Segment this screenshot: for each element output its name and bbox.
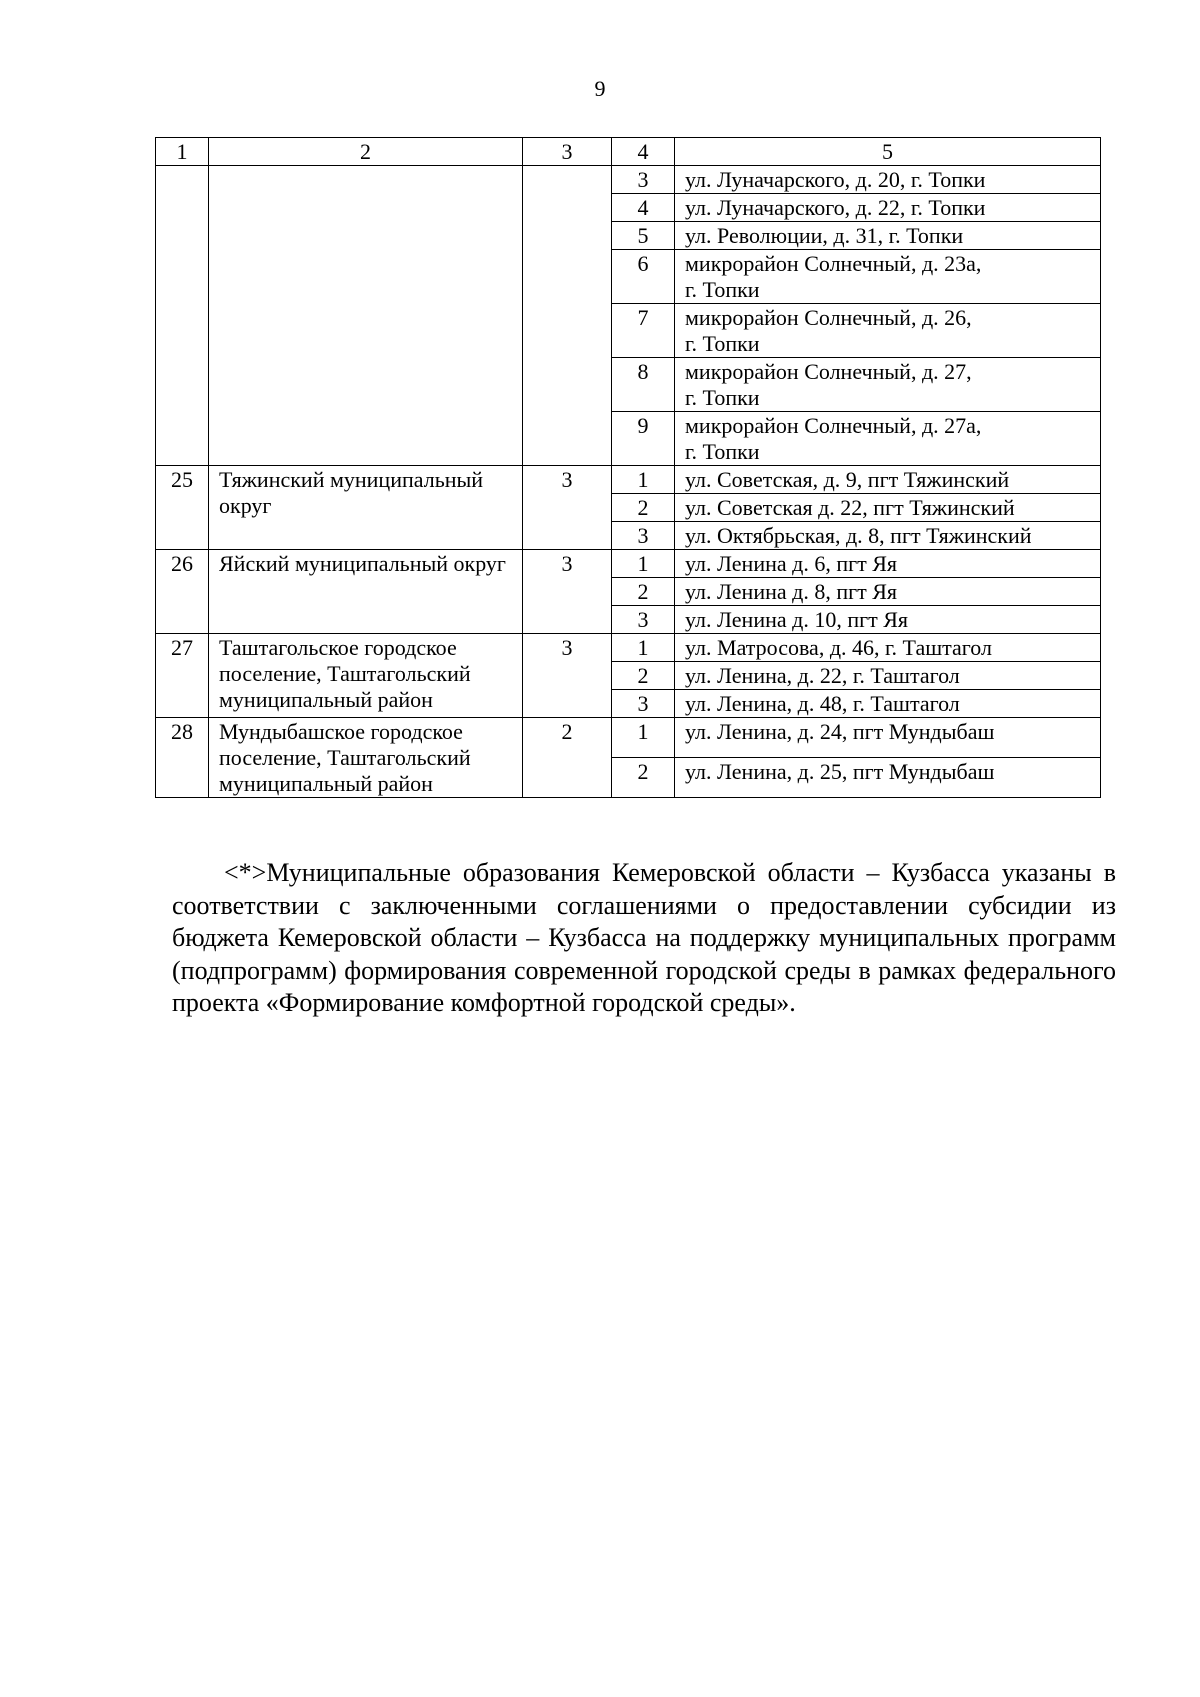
item-address: ул. Луначарского, д. 20, г. Топки [675,166,1101,194]
item-address: микрорайон Солнечный, д. 27а, г. Топки [675,412,1101,466]
item-address: ул. Ленина, д. 22, г. Таштагол [675,662,1101,690]
municipality-name: Яйский муниципальный округ [209,550,523,634]
item-number: 1 [612,634,675,662]
header-cell: 5 [675,138,1101,166]
item-address: ул. Матросова, д. 46, г. Таштагол [675,634,1101,662]
item-number: 1 [612,466,675,494]
table-row [156,718,1101,758]
item-address: микрорайон Солнечный, д. 27, г. Топки [675,358,1101,412]
table-header-row [156,138,1101,166]
municipality-name: Тяжинский муниципальный округ [209,466,523,550]
empty-cell-name [209,166,523,466]
item-address: ул. Ленина, д. 48, г. Таштагол [675,690,1101,718]
page-number: 9 [594,76,606,101]
table-row [156,166,1101,194]
objects-table [155,137,1101,798]
item-address: ул. Ленина, д. 25, пгт Мундыбаш [675,758,1101,798]
municipality-name: Мундыбашское городское поселение, Таштагольский муниципальный район [209,718,523,798]
header-cell: 4 [612,138,675,166]
item-number: 3 [612,522,675,550]
group-number: 27 [156,634,209,718]
header-cell: 3 [523,138,612,166]
item-number: 8 [612,358,675,412]
objects-count: 3 [523,466,612,550]
item-number: 2 [612,578,675,606]
item-number: 3 [612,166,675,194]
table-row [156,634,1101,662]
item-number: 2 [612,494,675,522]
item-address: ул. Революции, д. 31, г. Топки [675,222,1101,250]
table-row [156,466,1101,494]
group-number: 28 [156,718,209,798]
group-number: 25 [156,466,209,550]
objects-count: 3 [523,634,612,718]
item-number: 2 [612,662,675,690]
item-address: ул. Луначарского, д. 22, г. Топки [675,194,1101,222]
item-number: 3 [612,606,675,634]
item-number: 5 [612,222,675,250]
item-number: 1 [612,718,675,758]
item-number: 9 [612,412,675,466]
item-number: 7 [612,304,675,358]
item-number: 3 [612,690,675,718]
item-number: 4 [612,194,675,222]
item-address: ул. Ленина д. 10, пгт Яя [675,606,1101,634]
item-address: ул. Октябрьская, д. 8, пгт Тяжинский [675,522,1101,550]
empty-cell-num [156,166,209,466]
item-address: ул. Ленина, д. 24, пгт Мундыбаш [675,718,1101,758]
objects-count: 2 [523,718,612,798]
item-number: 2 [612,758,675,798]
header-cell: 2 [209,138,523,166]
municipality-name: Таштагольское городское поселение, Таштагольский муниципальный район [209,634,523,718]
item-address: ул. Ленина д. 8, пгт Яя [675,578,1101,606]
table-row [156,550,1101,578]
item-address: микрорайон Солнечный, д. 23а, г. Топки [675,250,1101,304]
header-cell: 1 [156,138,209,166]
item-address: микрорайон Солнечный, д. 26, г. Топки [675,304,1101,358]
item-address: ул. Ленина д. 6, пгт Яя [675,550,1101,578]
objects-count: 3 [523,550,612,634]
group-number: 26 [156,550,209,634]
item-address: ул. Советская, д. 9, пгт Тяжинский [675,466,1101,494]
empty-cell-count [523,166,612,466]
footnote: <*>Муниципальные образования Кемеровской области – Кузбасса указаны в соответствии с заключенными соглашениями о предоставлении субсидии из бюджета Кемеровской области – Кузбасса на поддержку муниципальных программ (подпрограмм) формирования современной городской среды в рамках федерального проекта «Формирование комфортной городской среды». [172,858,1116,1017]
item-number: 1 [612,550,675,578]
item-address: ул. Советская д. 22, пгт Тяжинский [675,494,1101,522]
item-number: 6 [612,250,675,304]
